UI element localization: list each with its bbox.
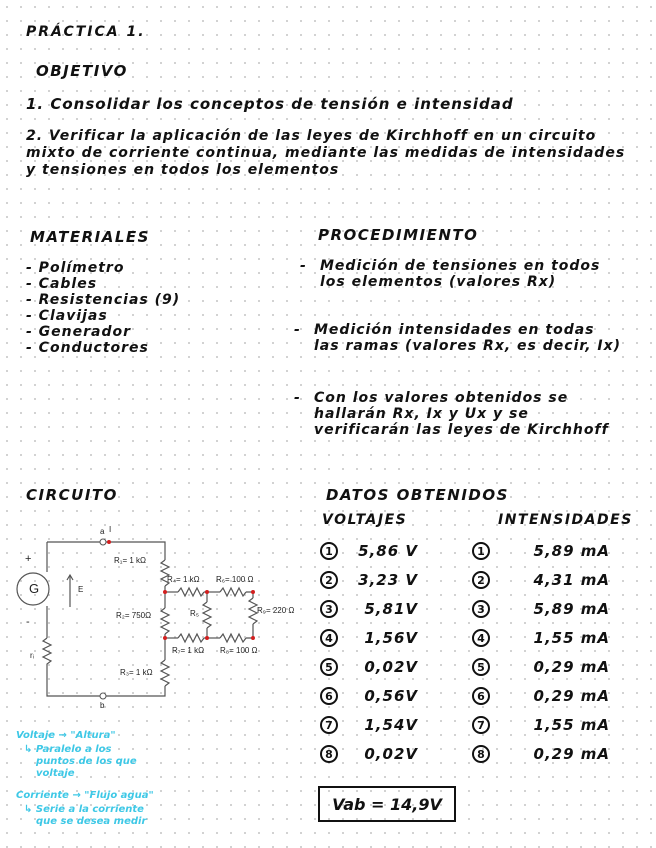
procedure-item-1 xyxy=(300,258,630,290)
objective-heading: OBJETIVO xyxy=(36,62,128,80)
r8-label: R₈= 100 Ω xyxy=(220,646,258,655)
generator-label: G xyxy=(29,581,40,596)
circuit-heading: CIRCUITO xyxy=(26,486,118,504)
current-value: 0,29 mA xyxy=(533,745,610,763)
voltage-value: 5,86 V xyxy=(358,542,418,560)
voltage-row xyxy=(320,743,418,765)
procedure-text: Medición de tensiones en todos los elementos (valores Rx) xyxy=(320,258,601,290)
materials-list xyxy=(26,260,180,356)
data-heading: DATOS OBTENIDOS xyxy=(326,486,509,504)
materials-item: - Resistencias (9) xyxy=(26,292,181,308)
current-row xyxy=(472,714,610,736)
procedure-text: Medición intensidades en todas las ramas (valores Rx, es decir, Ix) xyxy=(314,322,622,354)
current-row xyxy=(472,540,610,562)
note-voltage: Voltaje → "Altura" xyxy=(16,730,116,741)
current-row xyxy=(472,598,610,620)
voltage-row xyxy=(320,627,418,649)
current-value: 1,55 mA xyxy=(533,716,610,734)
item-number: 2 xyxy=(320,571,338,589)
r6-label: R₆= 100 Ω xyxy=(216,575,254,584)
item-number: 3 xyxy=(472,600,490,618)
procedure-text: Con los valores obtenidos se hallarán Rx, Ix y Ux y se verificarán las leyes de Kirchhoff xyxy=(314,390,609,438)
materials-heading: MATERIALES xyxy=(30,228,150,246)
objective-item-2: 2. Verificar la aplicación de las leyes de Kirchhoff en un circuito mixto de corriente continua, mediante las medidas de intensidades y tensiones en todos los elementos xyxy=(26,128,626,178)
materials-item: - Generador xyxy=(26,324,132,340)
item-number: 1 xyxy=(320,542,338,560)
bullet-dash: - xyxy=(300,258,307,274)
r9-label: R₉= 220 Ω xyxy=(257,606,295,615)
current-value: 5,89 mA xyxy=(533,600,610,618)
note-current-detail: ↳ Serie a la corriente xyxy=(24,804,144,815)
voltage-value: 0,02V xyxy=(364,658,418,676)
materials-item: - Conductores xyxy=(26,340,149,356)
node-a-label: a xyxy=(100,527,105,536)
procedure-item-2 xyxy=(294,322,624,354)
note-voltage-detail: ↳ Paralelo a los xyxy=(24,744,112,755)
item-number: 2 xyxy=(472,571,490,589)
materials-item: - Cables xyxy=(26,276,98,292)
r1-label: R₁= 1 kΩ xyxy=(114,556,147,565)
voltage-value: 1,56V xyxy=(364,629,418,647)
item-number: 7 xyxy=(472,716,490,734)
procedure-item-3 xyxy=(294,390,624,438)
r2-label: R₂= 750Ω xyxy=(116,611,152,620)
item-number: 3 xyxy=(320,600,338,618)
procedure-heading: PROCEDIMIENTO xyxy=(318,226,479,244)
current-row xyxy=(472,627,610,649)
voltage-value: 1,54V xyxy=(364,716,418,734)
voltage-row xyxy=(320,656,418,678)
current-row xyxy=(472,743,610,765)
voltage-row xyxy=(320,540,418,562)
item-number: 5 xyxy=(472,658,490,676)
objective-item-1: 1. Consolidar los conceptos de tensión e intensidad xyxy=(26,95,514,113)
bullet-dash: - xyxy=(294,390,301,406)
current-value: 1,55 mA xyxy=(533,629,610,647)
voltage-row xyxy=(320,598,418,620)
item-number: 4 xyxy=(472,629,490,647)
note-current-detail: que se desea medir xyxy=(36,816,147,827)
voltages-heading: VOLTAJES xyxy=(322,512,408,528)
voltage-value: 0,02V xyxy=(364,745,418,763)
current-value: 4,31 mA xyxy=(533,571,610,589)
item-number: 8 xyxy=(472,745,490,763)
vab-result-box: Vab = 14,9V xyxy=(318,786,456,822)
voltage-value: 3,23 V xyxy=(358,571,418,589)
bullet-dash: - xyxy=(294,322,301,338)
voltage-row xyxy=(320,569,418,591)
circuit-diagram xyxy=(10,520,300,710)
current-row xyxy=(472,685,610,707)
item-number: 4 xyxy=(320,629,338,647)
item-number: 8 xyxy=(320,745,338,763)
r5-label: R₅ xyxy=(190,609,199,618)
note-voltage-detail: puntos de los que xyxy=(36,756,137,767)
item-number: 1 xyxy=(472,542,490,560)
item-number: 6 xyxy=(320,687,338,705)
r7-label: R₇= 1 kΩ xyxy=(172,646,205,655)
ri-label: rᵢ xyxy=(30,651,34,660)
voltage-row xyxy=(320,714,418,736)
plus-label: + xyxy=(25,553,32,565)
materials-item: - Clavijas xyxy=(26,308,108,324)
current-row xyxy=(472,656,610,678)
note-voltage-detail: voltaje xyxy=(36,768,75,779)
current-row xyxy=(472,569,610,591)
voltage-row xyxy=(320,685,418,707)
note-current: Corriente → "Flujo agua" xyxy=(16,790,154,801)
r3-label: R₃= 1 kΩ xyxy=(120,668,153,677)
voltage-value: 5,81V xyxy=(364,600,418,618)
current-value: 0,29 mA xyxy=(533,687,610,705)
materials-item: - Polímetro xyxy=(26,260,125,276)
r4-label: R₄= 1 kΩ xyxy=(167,575,200,584)
page-title: PRÁCTICA 1. xyxy=(26,24,146,40)
emf-E-label: E xyxy=(78,585,84,594)
item-number: 5 xyxy=(320,658,338,676)
currents-heading: INTENSIDADES xyxy=(498,512,633,528)
voltage-value: 0,56V xyxy=(364,687,418,705)
node-b-label: b xyxy=(100,701,105,710)
current-value: 0,29 mA xyxy=(533,658,610,676)
item-number: 6 xyxy=(472,687,490,705)
minus-label: - xyxy=(26,616,30,628)
current-I-label: I xyxy=(109,525,112,534)
current-value: 5,89 mA xyxy=(533,542,610,560)
item-number: 7 xyxy=(320,716,338,734)
